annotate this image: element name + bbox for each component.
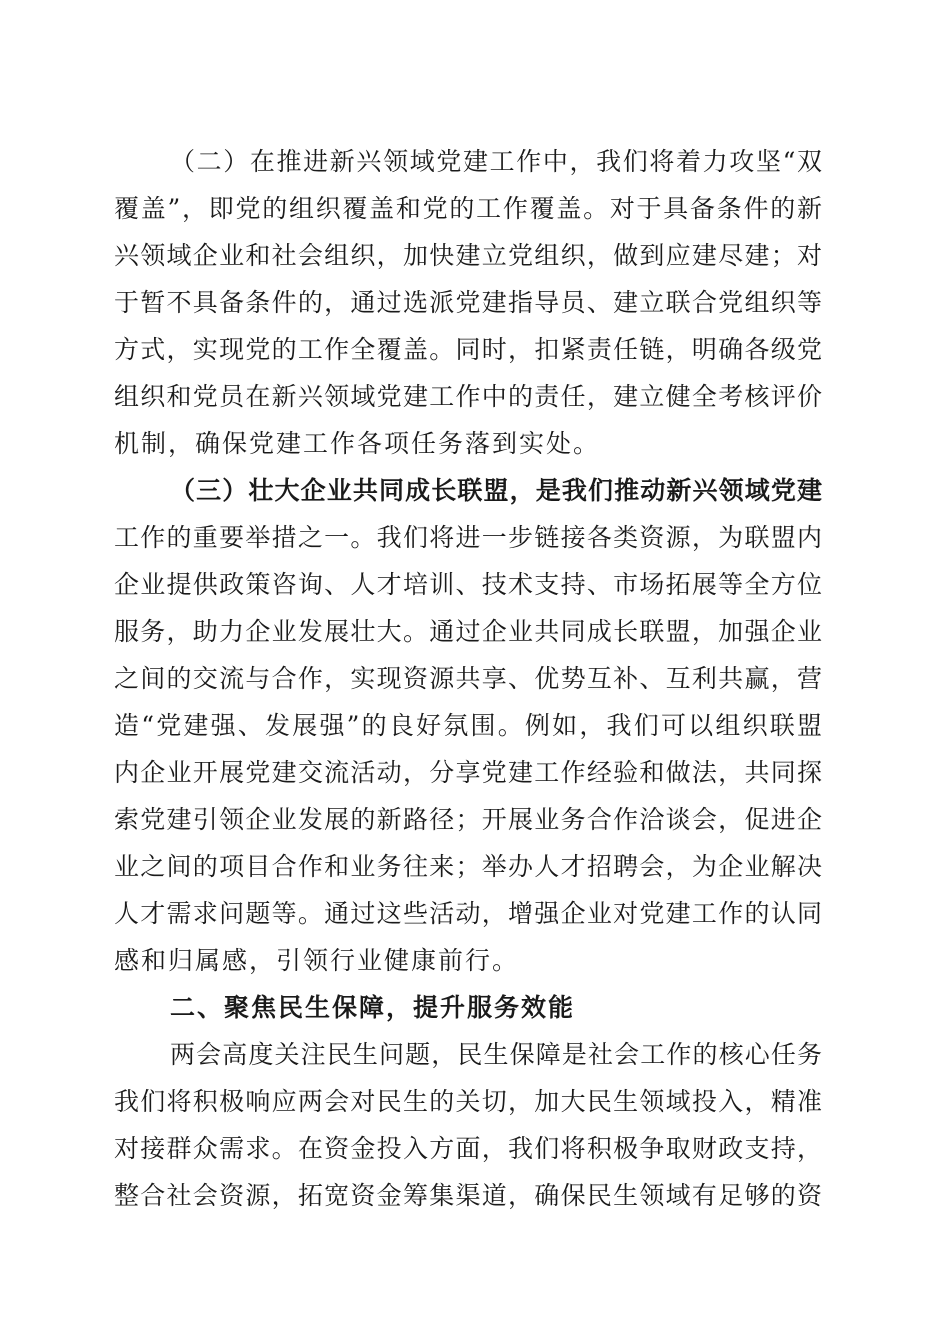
text-line: 覆盖”，即党的组织覆盖和党的工作覆盖。对于具备条件的新 xyxy=(114,194,824,223)
text-line: 兴领域企业和社会组织，加快建立党组织，做到应建尽建；对 xyxy=(114,241,824,270)
text-line: 对接群众需求。在资金投入方面，我们将积极争取财政支持， xyxy=(114,1134,824,1163)
text-line: 人才需求问题等。通过这些活动，增强企业对党建工作的认同 xyxy=(114,899,824,928)
text-line: 业之间的项目合作和业务往来；举办人才招聘会，为企业解决 xyxy=(114,852,824,881)
text-line: 于暂不具备条件的，通过选派党建指导员、建立联合党组织等 xyxy=(114,288,824,317)
text-line: 服务，助力企业发展壮大。通过企业共同成长联盟，加强企业 xyxy=(114,617,824,646)
section-heading: 二、聚焦民生保障，提升服务效能 xyxy=(170,993,576,1022)
text-line: 组织和党员在新兴领域党建工作中的责任，建立健全考核评价 xyxy=(114,382,824,411)
text-line: 机制，确保党建工作各项任务落到实处。 xyxy=(114,429,601,458)
text-line: 我们将积极响应两会对民生的关切，加大民生领域投入，精准 xyxy=(114,1087,824,1116)
text-line: 内企业开展党建交流活动，分享党建工作经验和做法，共同探 xyxy=(114,758,824,787)
text-line: 之间的交流与合作，实现资源共享、优势互补、互利共赢，营 xyxy=(114,664,824,693)
text-line: 感和归属感，引领行业健康前行。 xyxy=(114,946,520,975)
text-line: 工作的重要举措之一。我们将进一步链接各类资源，为联盟内 xyxy=(114,523,824,552)
text-line: （三）壮大企业共同成长联盟，是我们推动新兴领域党建 xyxy=(170,476,824,505)
text-line: 企业提供政策咨询、人才培训、技术支持、市场拓展等全方位 xyxy=(114,570,824,599)
text-line: 方式，实现党的工作全覆盖。同时，扣紧责任链，明确各级党 xyxy=(114,335,824,364)
text-line: 索党建引领企业发展的新路径；开展业务合作洽谈会，促进企 xyxy=(114,805,824,834)
text-line: （二）在推进新兴领域党建工作中，我们将着力攻坚“双 xyxy=(170,147,824,176)
text-line: 整合社会资源，拓宽资金筹集渠道，确保民生领域有足够的资 xyxy=(114,1181,824,1210)
text-line: 造“党建强、发展强”的良好氛围。例如，我们可以组织联盟 xyxy=(114,711,825,740)
text-line: 两会高度关注民生问题，民生保障是社会工作的核心任务 xyxy=(170,1040,824,1069)
